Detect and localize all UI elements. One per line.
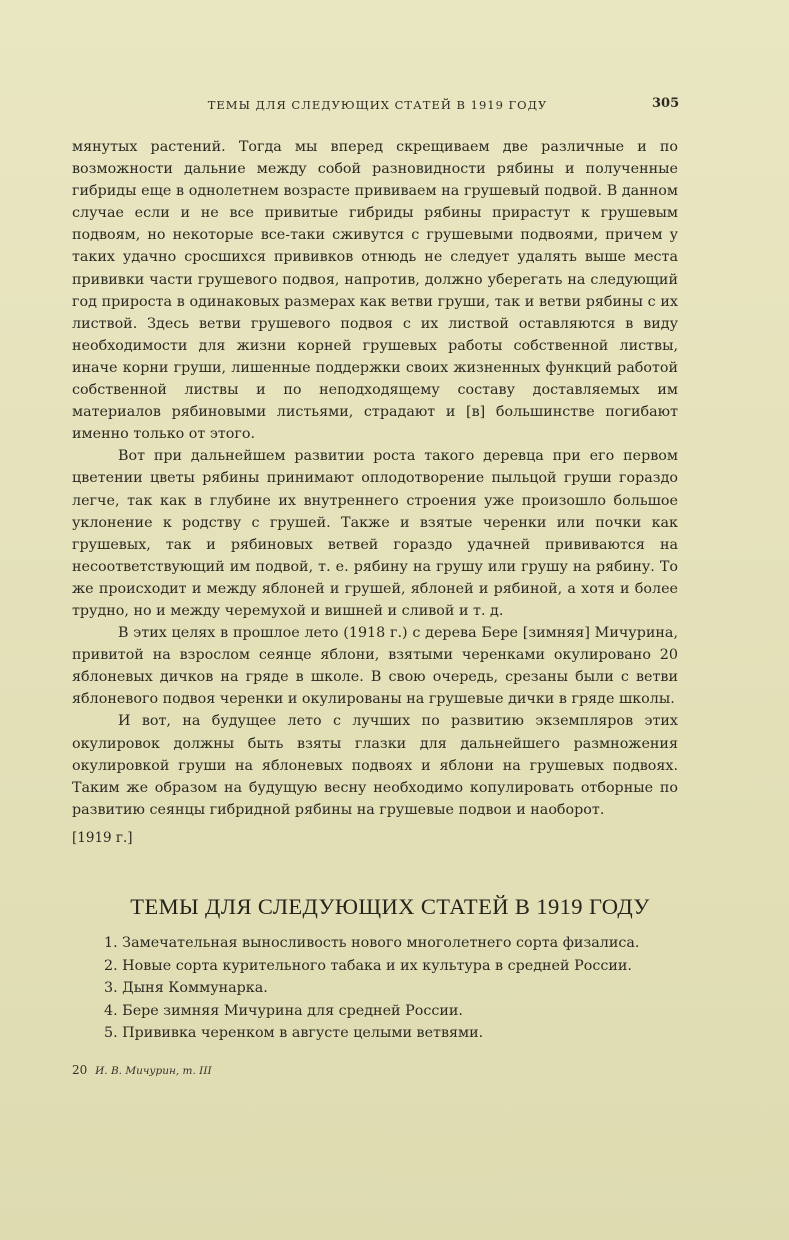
signature-author: И. В. Мичурин, т. III (95, 1065, 212, 1077)
article-body (72, 136, 678, 849)
section-title: ТЕМЫ ДЛЯ СЛЕДУЮЩИХ СТАТЕЙ В 1919 ГОДУ (130, 894, 650, 919)
paragraph: Вот при дальнейшем развитии роста такого деревца при его первом цветении цветы рябины принимают оплодотворение пыльцой груши гораздо легче, так как в глубине их внутреннего строения уже произошло большое уклонение к родству с грушей. Также и взятые черенки или почки как грушевых, так и рябиновых ветвей гораздо удачней прививаются на несоответствующий им подвой, т. е. рябину на грушу или грушу на рябину. То же происходит и между яблоней и грушей, яблоней и рябиной, а хотя и более трудно, но и между черемухой и вишней и сливой и т. д. (72, 448, 678, 619)
paragraph-continued: мянутых растений. Тогда мы вперед скрещиваем две различные и по возможности дальние между собой разновидности рябины и полученные гибриды еще в однолетнем возрасте прививаем на грушевый подвой. В данном случае если и не все привитые гибриды рябины прирастут к грушевым подвоям, но некоторые все-таки сживутся с грушевыми подвоями, причем у таких удачно сросшихся прививков отнюдь не следует удалять выше места прививки части грушевого подвоя, напротив, должно уберегать на следующий год прироста в одинаковых размерах как ветви груши, так и ветви рябины с их листвой. Здесь ветви грушевого подвоя с их листвой оставляются в виду необходимости для жизни корней грушевых работы собственной листвы, иначе корни груши, лишенные поддержки своих жизненных функций работой собственной листвы и по неподходящему составу доставляемых им материалов рябиновыми листьями, страдают и [в] большинстве погибают именно только от этого. (72, 139, 678, 443)
article-date: [1919 г.] (72, 829, 133, 846)
signature-number: 20 (72, 1063, 88, 1077)
list-item: 3. Дыня Коммунарка. (104, 980, 268, 997)
printer-signature (72, 1063, 212, 1077)
list-item: 4. Бере зимняя Мичурина для средней России. (104, 1002, 463, 1019)
paragraph: В этих целях в прошлое лето (1918 г.) с дерева Бере [зимняя] Мичурина, привитой на взрослом сеянце яблони, взятыми черенками окулировано 20 яблоневых дичков на гряде в школе. В свою очередь, срезаны были с ветви яблоневого подвоя черенки и окулированы на грушевые дички в гряде школы. (72, 625, 678, 708)
list-item: 1. Замечательная выносливость нового многолетнего сорта физалиса. (104, 935, 640, 951)
running-head: ТЕМЫ ДЛЯ СЛЕДУЮЩИХ СТАТЕЙ В 1919 ГОДУ (207, 98, 548, 112)
page-number: 305 (652, 96, 680, 111)
list-item: 2. Новые сорта курительного табака и их культура в средней России. (104, 957, 632, 974)
topics-list (72, 932, 678, 1045)
paragraph: И вот, на будущее лето с лучших по развитию экземпляров этих окулировок должны быть взяты глазки для дальнейшего размножения окулировкой груши на яблоневых подвоях и яблони на грушевых подвоях. Таким же образом на будущую весну необходимо копулировать отборные по развитию сеянцы гибридной рябины на грушевые подвои и наоборот. (72, 713, 678, 818)
list-item: 5. Прививка черенком в августе целыми ветвями. (104, 1025, 484, 1042)
